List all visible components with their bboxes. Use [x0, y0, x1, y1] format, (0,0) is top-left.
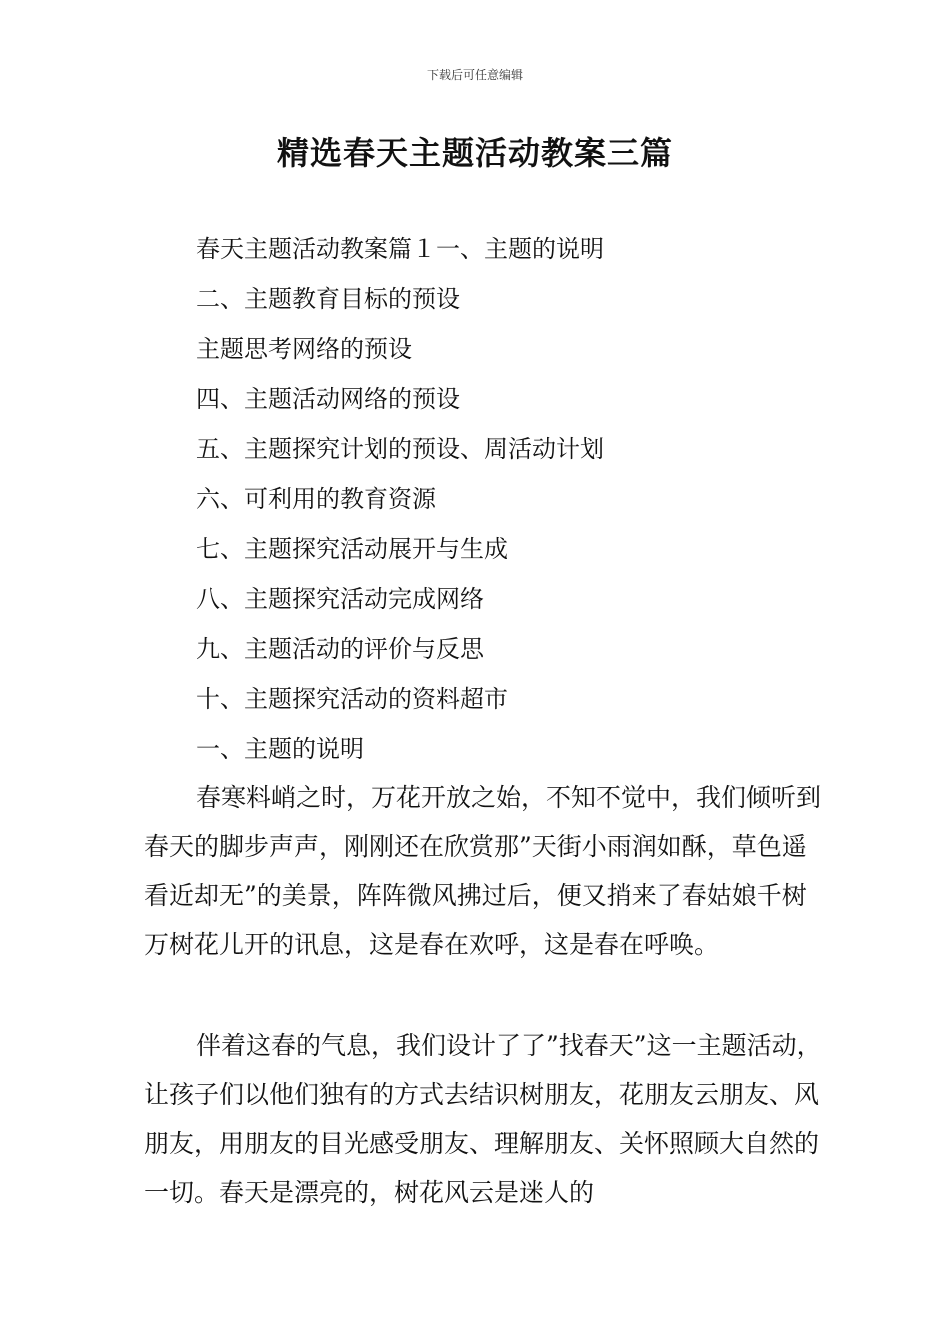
outline-item: 二、主题教育目标的预设 — [196, 285, 460, 313]
document-title: 精选春天主题活动教案三篇 — [276, 134, 673, 172]
outline-item: 四、主题活动网络的预设 — [196, 385, 460, 413]
header-note: 下载后可任意编辑 — [426, 68, 523, 82]
outline-item: 五、主题探究计划的预设、周活动计划 — [196, 435, 604, 463]
outline-list — [196, 228, 836, 778]
outline-item: 春天主题活动教案篇１一、主题的说明 — [196, 235, 604, 263]
outline-item: 七、主题探究活动展开与生成 — [196, 535, 508, 563]
outline-item: 九、主题活动的评价与反思 — [196, 635, 484, 663]
outline-item: 十、主题探究活动的资料超市 — [196, 685, 508, 713]
outline-item: 主题思考网络的预设 — [196, 335, 412, 363]
outline-item: 八、主题探究活动完成网络 — [196, 585, 484, 613]
outline-item: 一、主题的说明 — [196, 735, 364, 763]
body-paragraph: 春寒料峭之时，万花开放之始，不知不觉中，我们倾听到春天的脚步声声，刚刚还在欣赏那”天街小雨润如酥，草色遥看近却无”的美景，阵阵微风拂过后，便又捎来了春姑娘千树万树花儿开的讯息，这是春在欢呼，这是春在呼唤。 — [144, 783, 822, 959]
body-paragraph: 伴着这春的气息，我们设计了了”找春天”这一主题活动，让孩子们以他们独有的方式去结识树朋友，花朋友云朋友、风朋友，用朋友的目光感受朋友、理解朋友、关怀照顾大自然的一切。春天是漂亮的，树花风云是迷人的 — [144, 1031, 822, 1207]
outline-item: 六、可利用的教育资源 — [196, 485, 436, 513]
